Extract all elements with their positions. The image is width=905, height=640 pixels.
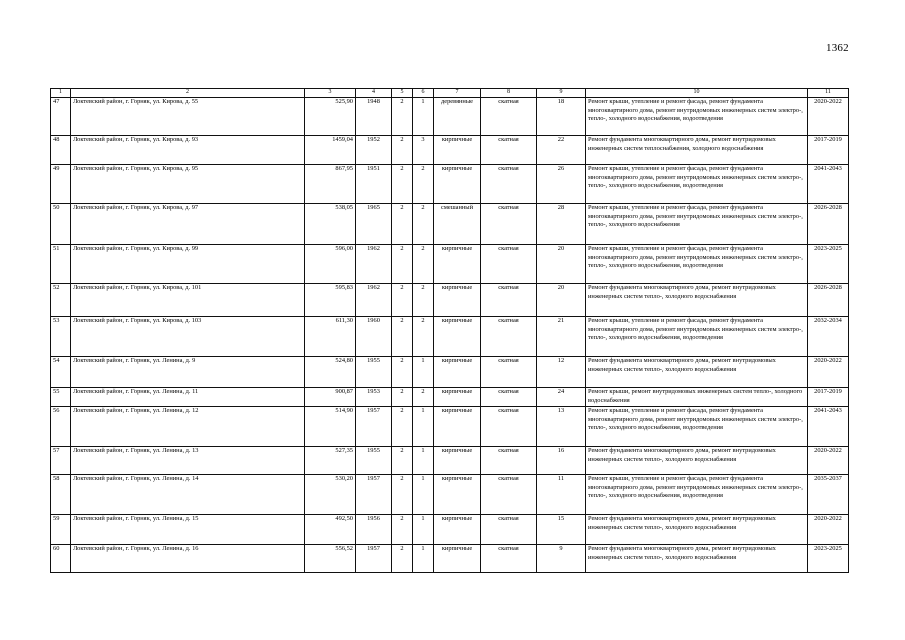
roof-type-cell: скатная bbox=[481, 545, 537, 573]
floors-count-cell: 2 bbox=[392, 284, 413, 317]
roof-type-cell: скатная bbox=[481, 204, 537, 245]
build-year-cell: 1962 bbox=[356, 245, 392, 284]
residents-count-cell: 24 bbox=[537, 388, 586, 407]
roof-type-cell: скатная bbox=[481, 357, 537, 388]
column-number: 3 bbox=[305, 89, 356, 98]
repair-period-cell: 2026-2028 bbox=[808, 284, 849, 317]
wall-material-cell: деревянные bbox=[434, 98, 481, 136]
table-row bbox=[51, 98, 849, 136]
repair-period-cell: 2026-2028 bbox=[808, 204, 849, 245]
wall-material-cell: кирпичные bbox=[434, 447, 481, 475]
repair-works-cell: Ремонт фундамента многоквартирного дома, ремонт внутридомовых инженерных систем тепло-, холодного водоснабжения bbox=[586, 284, 808, 317]
floors-count-cell: 2 bbox=[392, 475, 413, 515]
table-row bbox=[51, 245, 849, 284]
wall-material-cell: кирпичные bbox=[434, 245, 481, 284]
wall-material-cell: смешанный bbox=[434, 204, 481, 245]
build-year-cell: 1960 bbox=[356, 317, 392, 357]
repair-works-cell: Ремонт фундамента многоквартирного дома, ремонт внутридомовых инженерных систем теплоснабжения, холодного водоснабжения bbox=[586, 136, 808, 165]
wall-material-cell: кирпичные bbox=[434, 545, 481, 573]
repair-works-cell: Ремонт крыши, утепление и ремонт фасада, ремонт фундамента многоквартирного дома, ремонт внутридомовых инженерных систем электро-, тепло-, холодного водоснабжения, водоотведения bbox=[586, 475, 808, 515]
repair-works-cell: Ремонт фундамента многоквартирного дома, ремонт внутридомовых инженерных систем тепло-, холодного водоснабжения bbox=[586, 357, 808, 388]
repair-period-cell: 2041-2043 bbox=[808, 407, 849, 447]
floors-count-cell: 2 bbox=[392, 357, 413, 388]
repair-period-cell: 2020-2022 bbox=[808, 98, 849, 136]
entrances-count-cell: 2 bbox=[413, 204, 434, 245]
total-area-cell: 867,95 bbox=[305, 165, 356, 204]
entrances-count-cell: 2 bbox=[413, 388, 434, 407]
build-year-cell: 1953 bbox=[356, 388, 392, 407]
wall-material-cell: кирпичные bbox=[434, 407, 481, 447]
roof-type-cell: скатная bbox=[481, 284, 537, 317]
build-year-cell: 1952 bbox=[356, 136, 392, 165]
roof-type-cell: скатная bbox=[481, 388, 537, 407]
address-cell: Локтевский район, г. Горняк, ул. Кирова, д. 93 bbox=[71, 136, 305, 165]
build-year-cell: 1957 bbox=[356, 475, 392, 515]
repair-works-cell: Ремонт фундамента многоквартирного дома, ремонт внутридомовых инженерных систем тепло-, холодного водоснабжения bbox=[586, 515, 808, 545]
build-year-cell: 1955 bbox=[356, 357, 392, 388]
total-area-cell: 524,80 bbox=[305, 357, 356, 388]
address-cell: Локтевский район, г. Горняк, ул. Ленина, д. 11 bbox=[71, 388, 305, 407]
column-number: 4 bbox=[356, 89, 392, 98]
column-number: 6 bbox=[413, 89, 434, 98]
row-number-cell: 52 bbox=[51, 284, 71, 317]
residents-count-cell: 16 bbox=[537, 447, 586, 475]
entrances-count-cell: 1 bbox=[413, 515, 434, 545]
total-area-cell: 556,52 bbox=[305, 545, 356, 573]
roof-type-cell: скатная bbox=[481, 515, 537, 545]
total-area-cell: 595,83 bbox=[305, 284, 356, 317]
floors-count-cell: 2 bbox=[392, 545, 413, 573]
total-area-cell: 538,05 bbox=[305, 204, 356, 245]
wall-material-cell: кирпичные bbox=[434, 165, 481, 204]
total-area-cell: 527,35 bbox=[305, 447, 356, 475]
repair-works-cell: Ремонт фундамента многоквартирного дома, ремонт внутридомовых инженерных систем тепло-, холодного водоснабжения bbox=[586, 447, 808, 475]
total-area-cell: 492,50 bbox=[305, 515, 356, 545]
address-cell: Локтевский район, г. Горняк, ул. Кирова, д. 97 bbox=[71, 204, 305, 245]
residents-count-cell: 13 bbox=[537, 407, 586, 447]
total-area-cell: 530,20 bbox=[305, 475, 356, 515]
build-year-cell: 1957 bbox=[356, 545, 392, 573]
residents-count-cell: 20 bbox=[537, 245, 586, 284]
floors-count-cell: 2 bbox=[392, 317, 413, 357]
build-year-cell: 1948 bbox=[356, 98, 392, 136]
repair-period-cell: 2032-2034 bbox=[808, 317, 849, 357]
table-row bbox=[51, 388, 849, 407]
address-cell: Локтевский район, г. Горняк, ул. Ленина, д. 16 bbox=[71, 545, 305, 573]
floors-count-cell: 2 bbox=[392, 136, 413, 165]
row-number-cell: 57 bbox=[51, 447, 71, 475]
wall-material-cell: кирпичные bbox=[434, 317, 481, 357]
floors-count-cell: 2 bbox=[392, 98, 413, 136]
wall-material-cell: кирпичные bbox=[434, 136, 481, 165]
row-number-cell: 56 bbox=[51, 407, 71, 447]
roof-type-cell: скатная bbox=[481, 165, 537, 204]
address-cell: Локтевский район, г. Горняк, ул. Ленина, д. 13 bbox=[71, 447, 305, 475]
residents-count-cell: 11 bbox=[537, 475, 586, 515]
total-area-cell: 525,90 bbox=[305, 98, 356, 136]
row-number-cell: 50 bbox=[51, 204, 71, 245]
address-cell: Локтевский район, г. Горняк, ул. Кирова, д. 101 bbox=[71, 284, 305, 317]
entrances-count-cell: 2 bbox=[413, 165, 434, 204]
wall-material-cell: кирпичные bbox=[434, 284, 481, 317]
row-number-cell: 53 bbox=[51, 317, 71, 357]
repair-period-cell: 2017-2019 bbox=[808, 136, 849, 165]
roof-type-cell: скатная bbox=[481, 136, 537, 165]
repair-works-cell: Ремонт фундамента многоквартирного дома, ремонт внутридомовых инженерных систем тепло-, холодного водоснабжения bbox=[586, 545, 808, 573]
table-row bbox=[51, 136, 849, 165]
table-row bbox=[51, 284, 849, 317]
entrances-count-cell: 1 bbox=[413, 475, 434, 515]
entrances-count-cell: 1 bbox=[413, 407, 434, 447]
column-number: 9 bbox=[537, 89, 586, 98]
address-cell: Локтевский район, г. Горняк, ул. Ленина, д. 12 bbox=[71, 407, 305, 447]
entrances-count-cell: 1 bbox=[413, 447, 434, 475]
residents-count-cell: 26 bbox=[537, 165, 586, 204]
row-number-cell: 51 bbox=[51, 245, 71, 284]
wall-material-cell: кирпичные bbox=[434, 357, 481, 388]
wall-material-cell: кирпичные bbox=[434, 388, 481, 407]
roof-type-cell: скатная bbox=[481, 317, 537, 357]
residents-count-cell: 22 bbox=[537, 136, 586, 165]
repair-period-cell: 2020-2022 bbox=[808, 357, 849, 388]
table-row bbox=[51, 357, 849, 388]
row-number-cell: 47 bbox=[51, 98, 71, 136]
table-row bbox=[51, 447, 849, 475]
address-cell: Локтевский район, г. Горняк, ул. Ленина, д. 15 bbox=[71, 515, 305, 545]
repair-works-cell: Ремонт крыши, ремонт внутридомовых инженерных систем тепло-, холодного водоснабжения bbox=[586, 388, 808, 407]
column-number: 1 bbox=[51, 89, 71, 98]
table-row bbox=[51, 165, 849, 204]
column-number: 5 bbox=[392, 89, 413, 98]
repair-works-cell: Ремонт крыши, утепление и ремонт фасада, ремонт фундамента многоквартирного дома, ремонт внутридомовых инженерных систем электро-, тепло-, холодного водоснабжения bbox=[586, 204, 808, 245]
repair-works-cell: Ремонт крыши, утепление и ремонт фасада, ремонт фундамента многоквартирного дома, ремонт внутридомовых инженерных систем электро-, тепло-, холодного водоснабжения, водоотведения bbox=[586, 317, 808, 357]
column-number: 11 bbox=[808, 89, 849, 98]
repair-period-cell: 2020-2022 bbox=[808, 515, 849, 545]
roof-type-cell: скатная bbox=[481, 98, 537, 136]
floors-count-cell: 2 bbox=[392, 245, 413, 284]
entrances-count-cell: 3 bbox=[413, 136, 434, 165]
repair-period-cell: 2017-2019 bbox=[808, 388, 849, 407]
total-area-cell: 900,87 bbox=[305, 388, 356, 407]
address-cell: Локтевский район, г. Горняк, ул. Ленина, д. 14 bbox=[71, 475, 305, 515]
floors-count-cell: 2 bbox=[392, 407, 413, 447]
table-row bbox=[51, 545, 849, 573]
row-number-cell: 60 bbox=[51, 545, 71, 573]
residents-count-cell: 21 bbox=[537, 317, 586, 357]
row-number-cell: 59 bbox=[51, 515, 71, 545]
table-row bbox=[51, 475, 849, 515]
build-year-cell: 1955 bbox=[356, 447, 392, 475]
build-year-cell: 1965 bbox=[356, 204, 392, 245]
roof-type-cell: скатная bbox=[481, 447, 537, 475]
repair-works-cell: Ремонт крыши, утепление и ремонт фасада, ремонт фундамента многоквартирного дома, ремонт внутридомовых инженерных систем электро-, тепло-, холодного водоснабжения, водоотведения bbox=[586, 407, 808, 447]
row-number-cell: 48 bbox=[51, 136, 71, 165]
total-area-cell: 596,00 bbox=[305, 245, 356, 284]
table-row bbox=[51, 204, 849, 245]
build-year-cell: 1956 bbox=[356, 515, 392, 545]
roof-type-cell: скатная bbox=[481, 407, 537, 447]
residents-count-cell: 9 bbox=[537, 545, 586, 573]
residents-count-cell: 15 bbox=[537, 515, 586, 545]
table-body bbox=[51, 98, 849, 573]
address-cell: Локтевский район, г. Горняк, ул. Ленина, д. 9 bbox=[71, 357, 305, 388]
column-number: 10 bbox=[586, 89, 808, 98]
row-number-cell: 54 bbox=[51, 357, 71, 388]
repair-works-cell: Ремонт крыши, утепление и ремонт фасада, ремонт фундамента многоквартирного дома, ремонт внутридомовых инженерных систем электро-, тепло-, холодного водоснабжения, водоотведения bbox=[586, 165, 808, 204]
column-number-row bbox=[51, 89, 849, 98]
floors-count-cell: 2 bbox=[392, 165, 413, 204]
table-row bbox=[51, 515, 849, 545]
residents-count-cell: 18 bbox=[537, 98, 586, 136]
repair-works-cell: Ремонт крыши, утепление и ремонт фасада, ремонт фундамента многоквартирного дома, ремонт внутридомовых инженерных систем электро-, тепло-, холодного водоснабжения, водоотведения bbox=[586, 98, 808, 136]
row-number-cell: 49 bbox=[51, 165, 71, 204]
address-cell: Локтевский район, г. Горняк, ул. Кирова, д. 103 bbox=[71, 317, 305, 357]
residents-count-cell: 20 bbox=[537, 284, 586, 317]
address-cell: Локтевский район, г. Горняк, ул. Кирова, д. 55 bbox=[71, 98, 305, 136]
floors-count-cell: 2 bbox=[392, 204, 413, 245]
total-area-cell: 1459,04 bbox=[305, 136, 356, 165]
entrances-count-cell: 1 bbox=[413, 98, 434, 136]
repair-period-cell: 2035-2037 bbox=[808, 475, 849, 515]
residents-count-cell: 12 bbox=[537, 357, 586, 388]
table-row bbox=[51, 317, 849, 357]
page-number: 1362 bbox=[826, 42, 849, 54]
entrances-count-cell: 2 bbox=[413, 317, 434, 357]
entrances-count-cell: 1 bbox=[413, 545, 434, 573]
repair-period-cell: 2020-2022 bbox=[808, 447, 849, 475]
repair-works-cell: Ремонт крыши, утепление и ремонт фасада, ремонт фундамента многоквартирного дома, ремонт внутридомовых инженерных систем электро-, тепло-, холодного водоснабжения, водоотведения bbox=[586, 245, 808, 284]
address-cell: Локтевский район, г. Горняк, ул. Кирова, д. 95 bbox=[71, 165, 305, 204]
repair-period-cell: 2023-2025 bbox=[808, 545, 849, 573]
wall-material-cell: кирпичные bbox=[434, 475, 481, 515]
wall-material-cell: кирпичные bbox=[434, 515, 481, 545]
table-row bbox=[51, 407, 849, 447]
floors-count-cell: 2 bbox=[392, 447, 413, 475]
repair-period-cell: 2041-2043 bbox=[808, 165, 849, 204]
residents-count-cell: 28 bbox=[537, 204, 586, 245]
column-number: 2 bbox=[71, 89, 305, 98]
address-cell: Локтевский район, г. Горняк, ул. Кирова, д. 99 bbox=[71, 245, 305, 284]
build-year-cell: 1951 bbox=[356, 165, 392, 204]
entrances-count-cell: 2 bbox=[413, 245, 434, 284]
roof-type-cell: скатная bbox=[481, 245, 537, 284]
column-number: 8 bbox=[481, 89, 537, 98]
entrances-count-cell: 2 bbox=[413, 284, 434, 317]
row-number-cell: 55 bbox=[51, 388, 71, 407]
build-year-cell: 1957 bbox=[356, 407, 392, 447]
repair-period-cell: 2023-2025 bbox=[808, 245, 849, 284]
roof-type-cell: скатная bbox=[481, 475, 537, 515]
column-number: 7 bbox=[434, 89, 481, 98]
total-area-cell: 611,30 bbox=[305, 317, 356, 357]
total-area-cell: 514,90 bbox=[305, 407, 356, 447]
floors-count-cell: 2 bbox=[392, 515, 413, 545]
row-number-cell: 58 bbox=[51, 475, 71, 515]
entrances-count-cell: 1 bbox=[413, 357, 434, 388]
floors-count-cell: 2 bbox=[392, 388, 413, 407]
build-year-cell: 1962 bbox=[356, 284, 392, 317]
housing-repair-table bbox=[50, 88, 849, 573]
